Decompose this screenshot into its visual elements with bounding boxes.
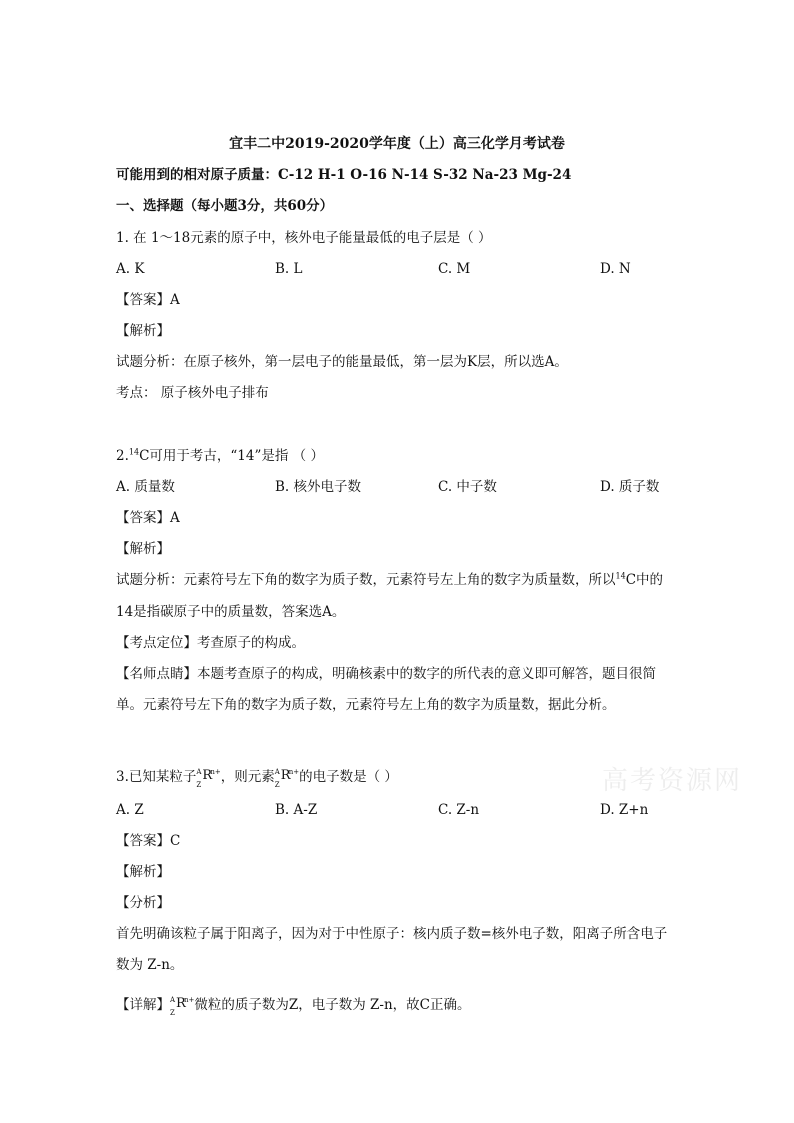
q3-option-a: A. Z <box>116 802 144 818</box>
page-title: 宜丰二中2019-2020学年度（上）高三化学月考试卷 <box>229 136 565 152</box>
q1-option-d: D. N <box>600 261 631 277</box>
q1-analysis: 试题分析：在原子核外，第一层电子的能量最低，第一层为K层，所以选A。 <box>116 354 568 370</box>
q2-option-c: C. 中子数 <box>438 479 497 495</box>
q3-analysis-heading: 【解析】 <box>116 864 170 880</box>
q1-stem: 1. 在 1～18元素的原子中，核外电子能量最低的电子层是（ ） <box>116 230 492 246</box>
q2-analysis-line-2: 14是指碳原子中的质量数，答案选A。 <box>116 604 346 620</box>
nuclide-symbol: A Z R <box>196 768 213 789</box>
q3-option-b: B. A-Z <box>275 802 318 818</box>
q3-option-c: C. Z-n <box>438 802 480 818</box>
atomic-masses: 可能用到的相对原子质量：C-12 H-1 O-16 N-14 S-32 Na-23 Mg-24 <box>116 167 572 183</box>
q2-stem: 2.14C可用于考古，“14”是指 （ ） <box>116 447 324 464</box>
q2-teacher-note-2: 单。元素符号左下角的数字为质子数，元素符号左上角的数字为质量数，据此分析。 <box>116 697 616 713</box>
q2-answer: 【答案】A <box>116 510 180 526</box>
q1-answer: 【答案】A <box>116 292 180 308</box>
q2-option-b: B. 核外电子数 <box>275 479 362 495</box>
q1-analysis-heading: 【解析】 <box>116 323 170 339</box>
q2-teacher-note-1: 【名师点睛】本题考查原子的构成，明确核素中的数字的所代表的意义即可解答，题目很简 <box>116 666 656 682</box>
q2-analysis-line-1: 试题分析：元素符号左下角的数字为质子数，元素符号左上角的数字为质量数，所以$^{14}$C中的 <box>116 571 664 588</box>
section-heading: 一、选择题（每小题3分，共60分） <box>116 198 334 214</box>
q2-analysis-heading: 【解析】 <box>116 541 170 557</box>
q3-stem: 3.已知某粒子 A Z R $^{n+}$，则元素 A Z R $^{n+}$的电子数是（ ） <box>116 768 398 789</box>
watermark: 高考资源网 <box>602 766 743 796</box>
q3-analysis-subheading: 【分析】 <box>116 895 170 911</box>
q2-option-a: A. 质量数 <box>116 479 175 495</box>
q3-detail: 【详解】 A Z R $^{n+}$微粒的质子数为Z，电子数为 Z-n，故C正确。 <box>116 996 471 1017</box>
q3-answer: 【答案】C <box>116 833 181 849</box>
q2-option-d: D. 质子数 <box>600 479 660 495</box>
q3-option-d: D. Z+n <box>600 802 649 818</box>
q1-option-c: C. M <box>438 261 471 277</box>
q1-key-point: 考点： 原子核外电子排布 <box>116 385 269 401</box>
q3-analysis-line-1: 首先明确该粒子属于阳离子，因为对于中性原子：核内质子数=核外电子数，阳离子所含电子 <box>116 926 668 942</box>
nuclide-symbol: A Z R <box>170 996 186 1017</box>
nuclide-symbol: A Z R <box>274 768 291 789</box>
q1-option-a: A. K <box>116 261 145 277</box>
q1-option-b: B. L <box>275 261 303 277</box>
q3-analysis-line-2: 数为 Z-n。 <box>116 957 184 973</box>
q2-key-point: 【考点定位】考查原子的构成。 <box>116 635 305 651</box>
